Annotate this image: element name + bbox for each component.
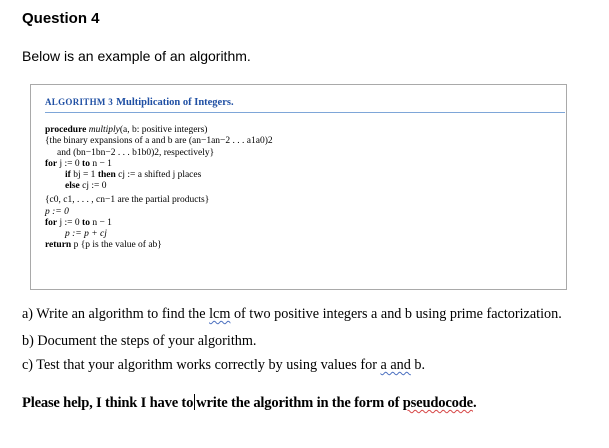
for-expr: j := 0 bbox=[57, 158, 83, 169]
comment-text: {the binary expansions of a and b are (a bbox=[45, 136, 197, 147]
comment-text: {c0, c1, . . . , cn−1 are the partial products} bbox=[45, 195, 210, 206]
help-text-end: . bbox=[472, 395, 477, 411]
algorithm-heading bbox=[45, 97, 554, 108]
code-line-for-2 bbox=[45, 218, 554, 229]
code-line-accumulate bbox=[45, 229, 554, 240]
question-part-c bbox=[22, 357, 425, 374]
for-end: n − 1 bbox=[89, 217, 112, 228]
help-text-spell-flag: pseudocode bbox=[402, 395, 473, 411]
part-a-text-end: of two positive integers a and b using prime factorization. bbox=[230, 306, 562, 322]
code-line-for-1 bbox=[45, 159, 554, 170]
part-c-grammar-flag: a and bbox=[380, 357, 411, 373]
if-cond: bj = 1 bbox=[70, 169, 98, 180]
keyword-for: for bbox=[45, 158, 58, 169]
keyword-then: then bbox=[97, 169, 116, 180]
algorithm-content bbox=[45, 97, 554, 251]
for-end: n − 1 bbox=[89, 158, 112, 169]
algorithm-heading-rule bbox=[45, 112, 565, 113]
algorithm-label: ALGORITHM 3 bbox=[45, 97, 114, 107]
part-c-text-start: c) Test that your algorithm works correctly by using values for bbox=[22, 357, 381, 373]
assign-p: p := 0 bbox=[45, 206, 69, 217]
help-text-start: Please help, I think I have to bbox=[22, 395, 194, 411]
keyword-if: if bbox=[65, 169, 71, 180]
part-c-text-end: b. bbox=[410, 357, 426, 373]
question-intro: Below is an example of an algorithm. bbox=[22, 48, 251, 64]
keyword-else: else bbox=[65, 181, 80, 192]
code-line-init-p bbox=[45, 207, 554, 218]
algorithm-figure bbox=[30, 84, 567, 290]
keyword-for: for bbox=[45, 217, 58, 228]
keyword-procedure: procedure bbox=[45, 125, 87, 136]
procedure-params: (a, b: positive integers) bbox=[119, 125, 208, 136]
comment-text: and (bn−1bn−2 . . . b1b0)2, respectively} bbox=[57, 147, 215, 158]
code-line-else bbox=[45, 181, 554, 192]
keyword-to: to bbox=[82, 217, 90, 228]
code-line-return bbox=[45, 240, 554, 251]
part-a-text-start: a) Write an algorithm to find the bbox=[22, 306, 210, 322]
help-text-mid: write the algorithm in the form of bbox=[196, 395, 403, 411]
code-line-procedure bbox=[45, 125, 554, 136]
code-line-comment-partials bbox=[45, 195, 554, 206]
code-line-comment-cont bbox=[45, 148, 554, 159]
else-body: cj := 0 bbox=[79, 181, 107, 192]
keyword-to: to bbox=[82, 158, 90, 169]
if-body: cj := a shifted j places bbox=[115, 169, 202, 180]
question-title: Question 4 bbox=[22, 10, 100, 27]
part-a-lcm: lcm bbox=[209, 306, 231, 322]
procedure-name: multiply bbox=[88, 125, 120, 136]
question-part-b: b) Document the steps of your algorithm. bbox=[22, 333, 257, 349]
return-expr: p {p is the value of ab} bbox=[71, 240, 162, 251]
accumulate-expr: p := p + cj bbox=[65, 228, 107, 239]
comment-text-tail: n−1an−2 . . . a1a0)2 bbox=[196, 136, 273, 147]
code-line-if bbox=[45, 170, 554, 181]
help-request bbox=[22, 394, 476, 412]
question-part-a bbox=[22, 306, 562, 323]
code-line-comment-expansions bbox=[45, 136, 554, 147]
keyword-return: return bbox=[45, 240, 72, 251]
algorithm-name: Multiplication of Integers. bbox=[116, 97, 234, 108]
for-expr: j := 0 bbox=[57, 217, 83, 228]
